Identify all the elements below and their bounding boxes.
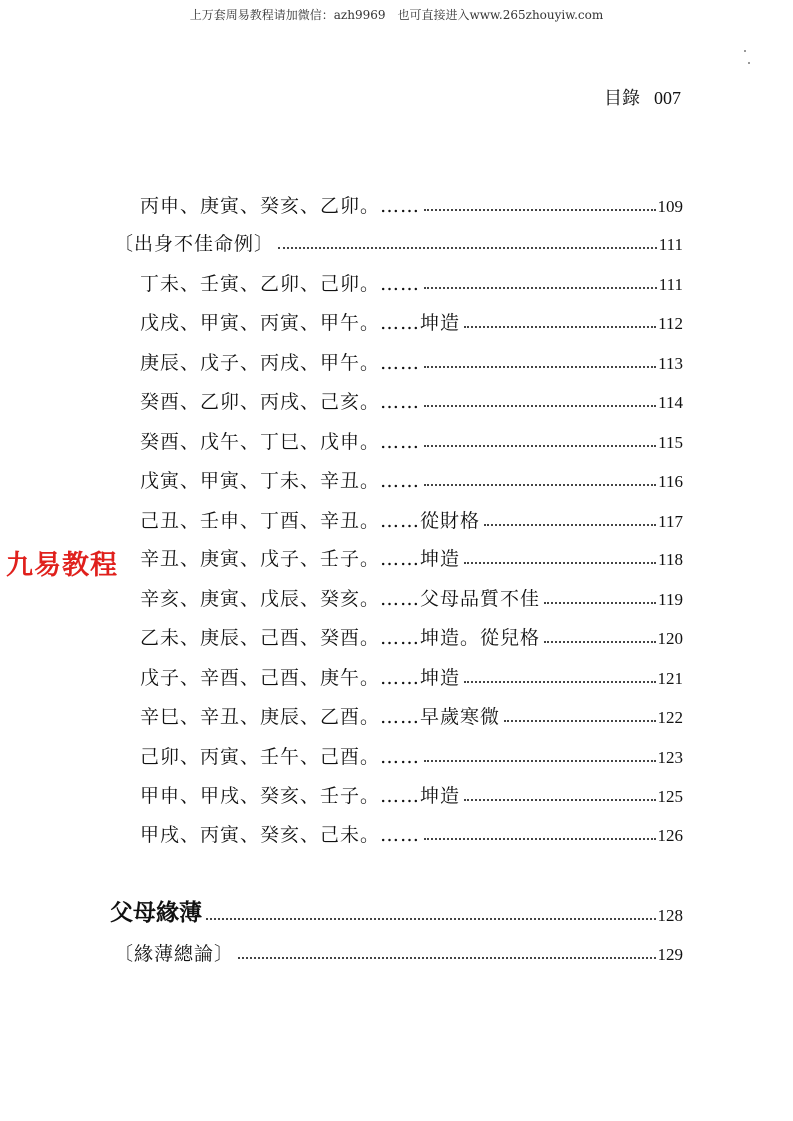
toc-entry — [140, 424, 683, 454]
toc-entry-title: 戊寅、甲寅、丁未、辛丑。…… — [140, 470, 421, 492]
header-page-number: 007 — [654, 88, 681, 108]
toc-entry — [140, 305, 683, 335]
toc-entry-title: 庚辰、戊子、丙戌、甲午。…… — [140, 352, 421, 374]
toc-leader-dots — [424, 484, 656, 486]
toc-entry — [114, 226, 683, 256]
toc-entry-page: 113 — [658, 354, 683, 373]
toc-leader-dots — [504, 720, 655, 722]
scan-speck — [748, 62, 750, 64]
toc-entry — [140, 188, 683, 218]
toc-entry-title: 己卯、丙寅、壬午、己酉。…… — [140, 746, 421, 768]
toc-entry-title: 辛巳、辛丑、庚辰、乙酉。……早歲寒微 — [140, 706, 501, 728]
toc-entry — [140, 739, 683, 769]
toc-leader-dots — [424, 760, 655, 762]
toc-leader-dots — [424, 209, 655, 211]
toc-leader-dots — [424, 445, 656, 447]
toc-entry-title: 甲戌、丙寅、癸亥、己未。…… — [140, 824, 421, 846]
toc-leader-dots — [238, 957, 655, 959]
toc-leader-dots — [484, 524, 656, 526]
toc-entry — [140, 345, 683, 375]
toc-leader-dots — [424, 405, 656, 407]
toc-entry — [140, 463, 683, 493]
toc-entry-page: 119 — [658, 590, 683, 609]
toc-entry-page: 120 — [657, 629, 683, 648]
toc-leader-dots — [424, 287, 657, 289]
toc-entry-title: 癸酉、戊午、丁巳、戊申。…… — [140, 431, 421, 453]
toc-entry-page: 117 — [658, 512, 683, 531]
toc-leader-dots — [544, 641, 655, 643]
toc-entry — [140, 699, 683, 729]
toc-leader-dots — [278, 247, 657, 249]
top-banner-text: 上万套周易教程请加微信：azh9969 也可直接进入www.265zhouyiw.com — [189, 8, 604, 22]
toc-entry-page: 109 — [657, 197, 683, 216]
toc-leader-dots — [206, 918, 656, 920]
toc-entry — [140, 778, 683, 808]
toc-entry — [140, 817, 683, 847]
toc-leader-dots — [464, 326, 656, 328]
toc-entry-title: 〔緣薄總論〕 — [114, 943, 235, 965]
toc-entry-page: 112 — [658, 314, 683, 333]
toc-entry-page: 126 — [657, 826, 683, 845]
toc-entry-page: 111 — [658, 235, 683, 254]
toc-entry-page: 116 — [658, 472, 683, 491]
toc-leader-dots — [464, 799, 655, 801]
toc-entry-title: 父母緣薄 — [110, 900, 202, 926]
toc-entry-title: 辛丑、庚寅、戊子、壬子。……坤造 — [140, 548, 461, 570]
toc-entry-title: 乙未、庚辰、己酉、癸酉。……坤造。從兒格 — [140, 627, 541, 649]
toc-entry-page: 114 — [658, 393, 683, 412]
toc-entry — [140, 266, 683, 296]
toc-leader-dots — [544, 602, 656, 604]
toc-entry-page: 125 — [657, 787, 683, 806]
toc-leader-dots — [464, 562, 656, 564]
toc-entry-page: 118 — [658, 550, 683, 569]
toc-entry-title: 癸酉、乙卯、丙戌、己亥。…… — [140, 391, 421, 413]
toc-entry-title: 戊子、辛酉、己酉、庚午。……坤造 — [140, 667, 461, 689]
toc-entry-page: 128 — [657, 906, 683, 925]
toc-entry-title: 辛亥、庚寅、戊辰、癸亥。……父母品質不佳 — [140, 588, 541, 610]
toc-entry — [110, 897, 683, 927]
toc-entry-title: 己丑、壬申、丁酉、辛丑。……從財格 — [140, 510, 481, 532]
toc-leader-dots — [464, 681, 655, 683]
toc-entry-title: 〔出身不佳命例〕 — [114, 233, 275, 255]
header-title: 目錄 — [604, 88, 640, 109]
toc-entry-page: 111 — [658, 275, 683, 294]
toc-entry — [140, 384, 683, 414]
scan-speck — [744, 50, 746, 52]
toc-entry-title: 甲申、甲戌、癸亥、壬子。……坤造 — [140, 785, 461, 807]
toc-entry — [114, 936, 683, 966]
toc-entry-page: 115 — [658, 433, 683, 452]
toc-entry — [140, 660, 683, 690]
toc-entry-title: 戊戌、甲寅、丙寅、甲午。……坤造 — [140, 312, 461, 334]
toc-entry-page: 121 — [657, 669, 683, 688]
toc-entry — [140, 541, 683, 571]
toc-leader-dots — [424, 366, 656, 368]
brand-watermark: 九易教程 — [6, 550, 118, 581]
toc-entry-page: 129 — [657, 945, 683, 964]
toc-entry — [140, 620, 683, 650]
toc-entry-title: 丙申、庚寅、癸亥、乙卯。…… — [140, 195, 421, 217]
toc-entry-page: 123 — [657, 748, 683, 767]
toc-entry-page: 122 — [657, 708, 683, 727]
toc-entry — [140, 581, 683, 611]
toc-leader-dots — [424, 838, 655, 840]
page-header — [604, 84, 681, 110]
toc-entry — [140, 503, 683, 533]
toc-entry-title: 丁未、壬寅、乙卯、己卯。…… — [140, 273, 421, 295]
